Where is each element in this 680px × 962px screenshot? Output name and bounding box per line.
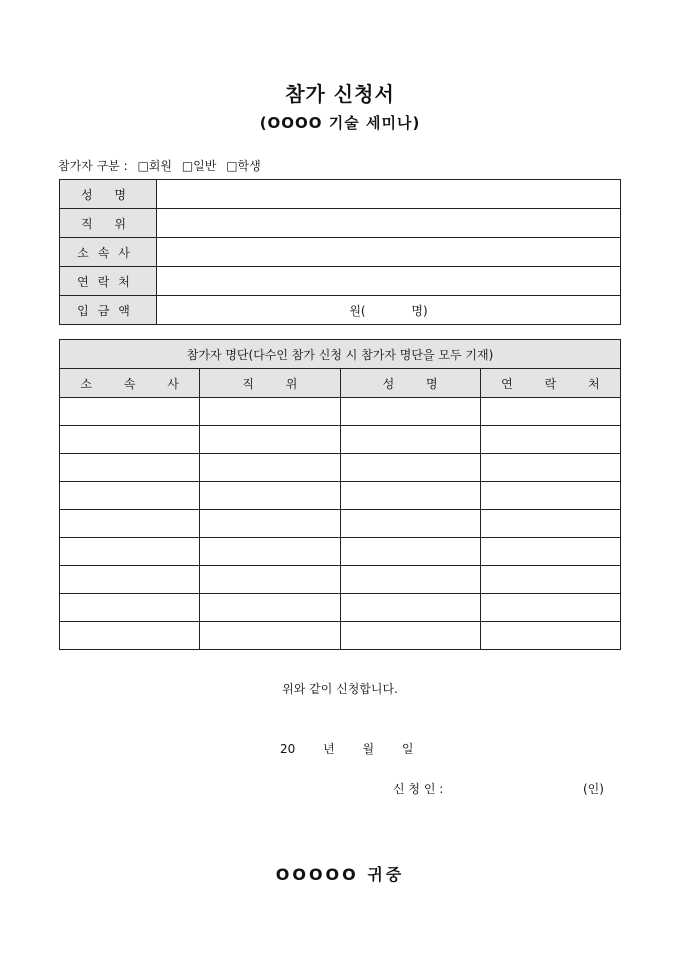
info-field-name[interactable] bbox=[157, 180, 621, 209]
info-label-company: 소속사 bbox=[60, 238, 157, 267]
participant-roster-table bbox=[59, 339, 621, 650]
roster-cell-contact[interactable] bbox=[480, 538, 620, 566]
roster-cell-position[interactable] bbox=[200, 622, 340, 650]
seal-label: (인) bbox=[583, 782, 604, 796]
category-option-general[interactable]: □일반 bbox=[181, 159, 217, 173]
roster-heading: 참가자 명단(다수인 참가 신청 시 참가자 명단을 모두 기재) bbox=[60, 340, 621, 369]
document-subtitle: (OOOO 기술 세미나) bbox=[259, 114, 421, 132]
roster-cell-company[interactable] bbox=[60, 510, 200, 538]
roster-cell-contact[interactable] bbox=[480, 398, 620, 426]
roster-cell-position[interactable] bbox=[200, 538, 340, 566]
roster-cell-contact[interactable] bbox=[480, 482, 620, 510]
info-field-contact[interactable] bbox=[157, 267, 621, 296]
roster-cell-company[interactable] bbox=[60, 594, 200, 622]
info-row bbox=[60, 267, 621, 296]
roster-cell-contact[interactable] bbox=[480, 510, 620, 538]
roster-cell-company[interactable] bbox=[60, 454, 200, 482]
date-line: 20 년 월 일 bbox=[280, 742, 414, 756]
roster-col-name: 성 명 bbox=[340, 369, 480, 398]
info-field-company[interactable] bbox=[157, 238, 621, 267]
roster-cell-contact[interactable] bbox=[480, 622, 620, 650]
roster-cell-company[interactable] bbox=[60, 622, 200, 650]
info-row bbox=[60, 209, 621, 238]
roster-cell-contact[interactable] bbox=[480, 454, 620, 482]
roster-row bbox=[60, 454, 621, 482]
roster-col-contact: 연 락 처 bbox=[480, 369, 620, 398]
info-row bbox=[60, 296, 621, 325]
roster-col-company: 소 속 사 bbox=[60, 369, 200, 398]
info-label-position: 직 위 bbox=[60, 209, 157, 238]
applicant-label: 신 청 인 : bbox=[393, 782, 444, 796]
roster-cell-name[interactable] bbox=[340, 594, 480, 622]
roster-cell-name[interactable] bbox=[340, 510, 480, 538]
roster-row bbox=[60, 622, 621, 650]
roster-cell-company[interactable] bbox=[60, 538, 200, 566]
info-field-position[interactable] bbox=[157, 209, 621, 238]
roster-cell-name[interactable] bbox=[340, 398, 480, 426]
roster-row bbox=[60, 398, 621, 426]
roster-cell-contact[interactable] bbox=[480, 426, 620, 454]
roster-cell-position[interactable] bbox=[200, 454, 340, 482]
recipient-line: OOOOO 귀중 bbox=[275, 865, 405, 884]
roster-cell-position[interactable] bbox=[200, 566, 340, 594]
info-label-contact: 연락처 bbox=[60, 267, 157, 296]
roster-cell-name[interactable] bbox=[340, 538, 480, 566]
roster-cell-name[interactable] bbox=[340, 566, 480, 594]
roster-row bbox=[60, 538, 621, 566]
info-field-payment[interactable]: 원( 명) bbox=[157, 296, 621, 325]
roster-row bbox=[60, 510, 621, 538]
participant-category bbox=[58, 157, 267, 174]
document-title: 참가 신청서 bbox=[285, 82, 395, 106]
info-label-payment: 입금액 bbox=[60, 296, 157, 325]
roster-col-position: 직 위 bbox=[200, 369, 340, 398]
category-option-student[interactable]: □학생 bbox=[226, 159, 261, 173]
roster-cell-name[interactable] bbox=[340, 426, 480, 454]
roster-row bbox=[60, 566, 621, 594]
roster-cell-contact[interactable] bbox=[480, 594, 620, 622]
roster-cell-position[interactable] bbox=[200, 482, 340, 510]
confirmation-text: 위와 같이 신청합니다. bbox=[282, 682, 398, 696]
roster-cell-company[interactable] bbox=[60, 398, 200, 426]
roster-body bbox=[60, 398, 621, 650]
category-label: 참가자 구분 : bbox=[58, 159, 128, 173]
roster-cell-name[interactable] bbox=[340, 482, 480, 510]
roster-cell-name[interactable] bbox=[340, 622, 480, 650]
info-row bbox=[60, 238, 621, 267]
category-option-member[interactable]: □회원 bbox=[137, 159, 172, 173]
roster-cell-position[interactable] bbox=[200, 398, 340, 426]
roster-cell-position[interactable] bbox=[200, 594, 340, 622]
roster-cell-company[interactable] bbox=[60, 566, 200, 594]
applicant-info-table bbox=[59, 179, 621, 325]
roster-cell-contact[interactable] bbox=[480, 566, 620, 594]
roster-row bbox=[60, 482, 621, 510]
roster-cell-position[interactable] bbox=[200, 510, 340, 538]
roster-cell-company[interactable] bbox=[60, 482, 200, 510]
roster-row bbox=[60, 594, 621, 622]
roster-cell-name[interactable] bbox=[340, 454, 480, 482]
roster-row bbox=[60, 426, 621, 454]
info-row bbox=[60, 180, 621, 209]
roster-cell-position[interactable] bbox=[200, 426, 340, 454]
info-label-name: 성 명 bbox=[60, 180, 157, 209]
roster-cell-company[interactable] bbox=[60, 426, 200, 454]
